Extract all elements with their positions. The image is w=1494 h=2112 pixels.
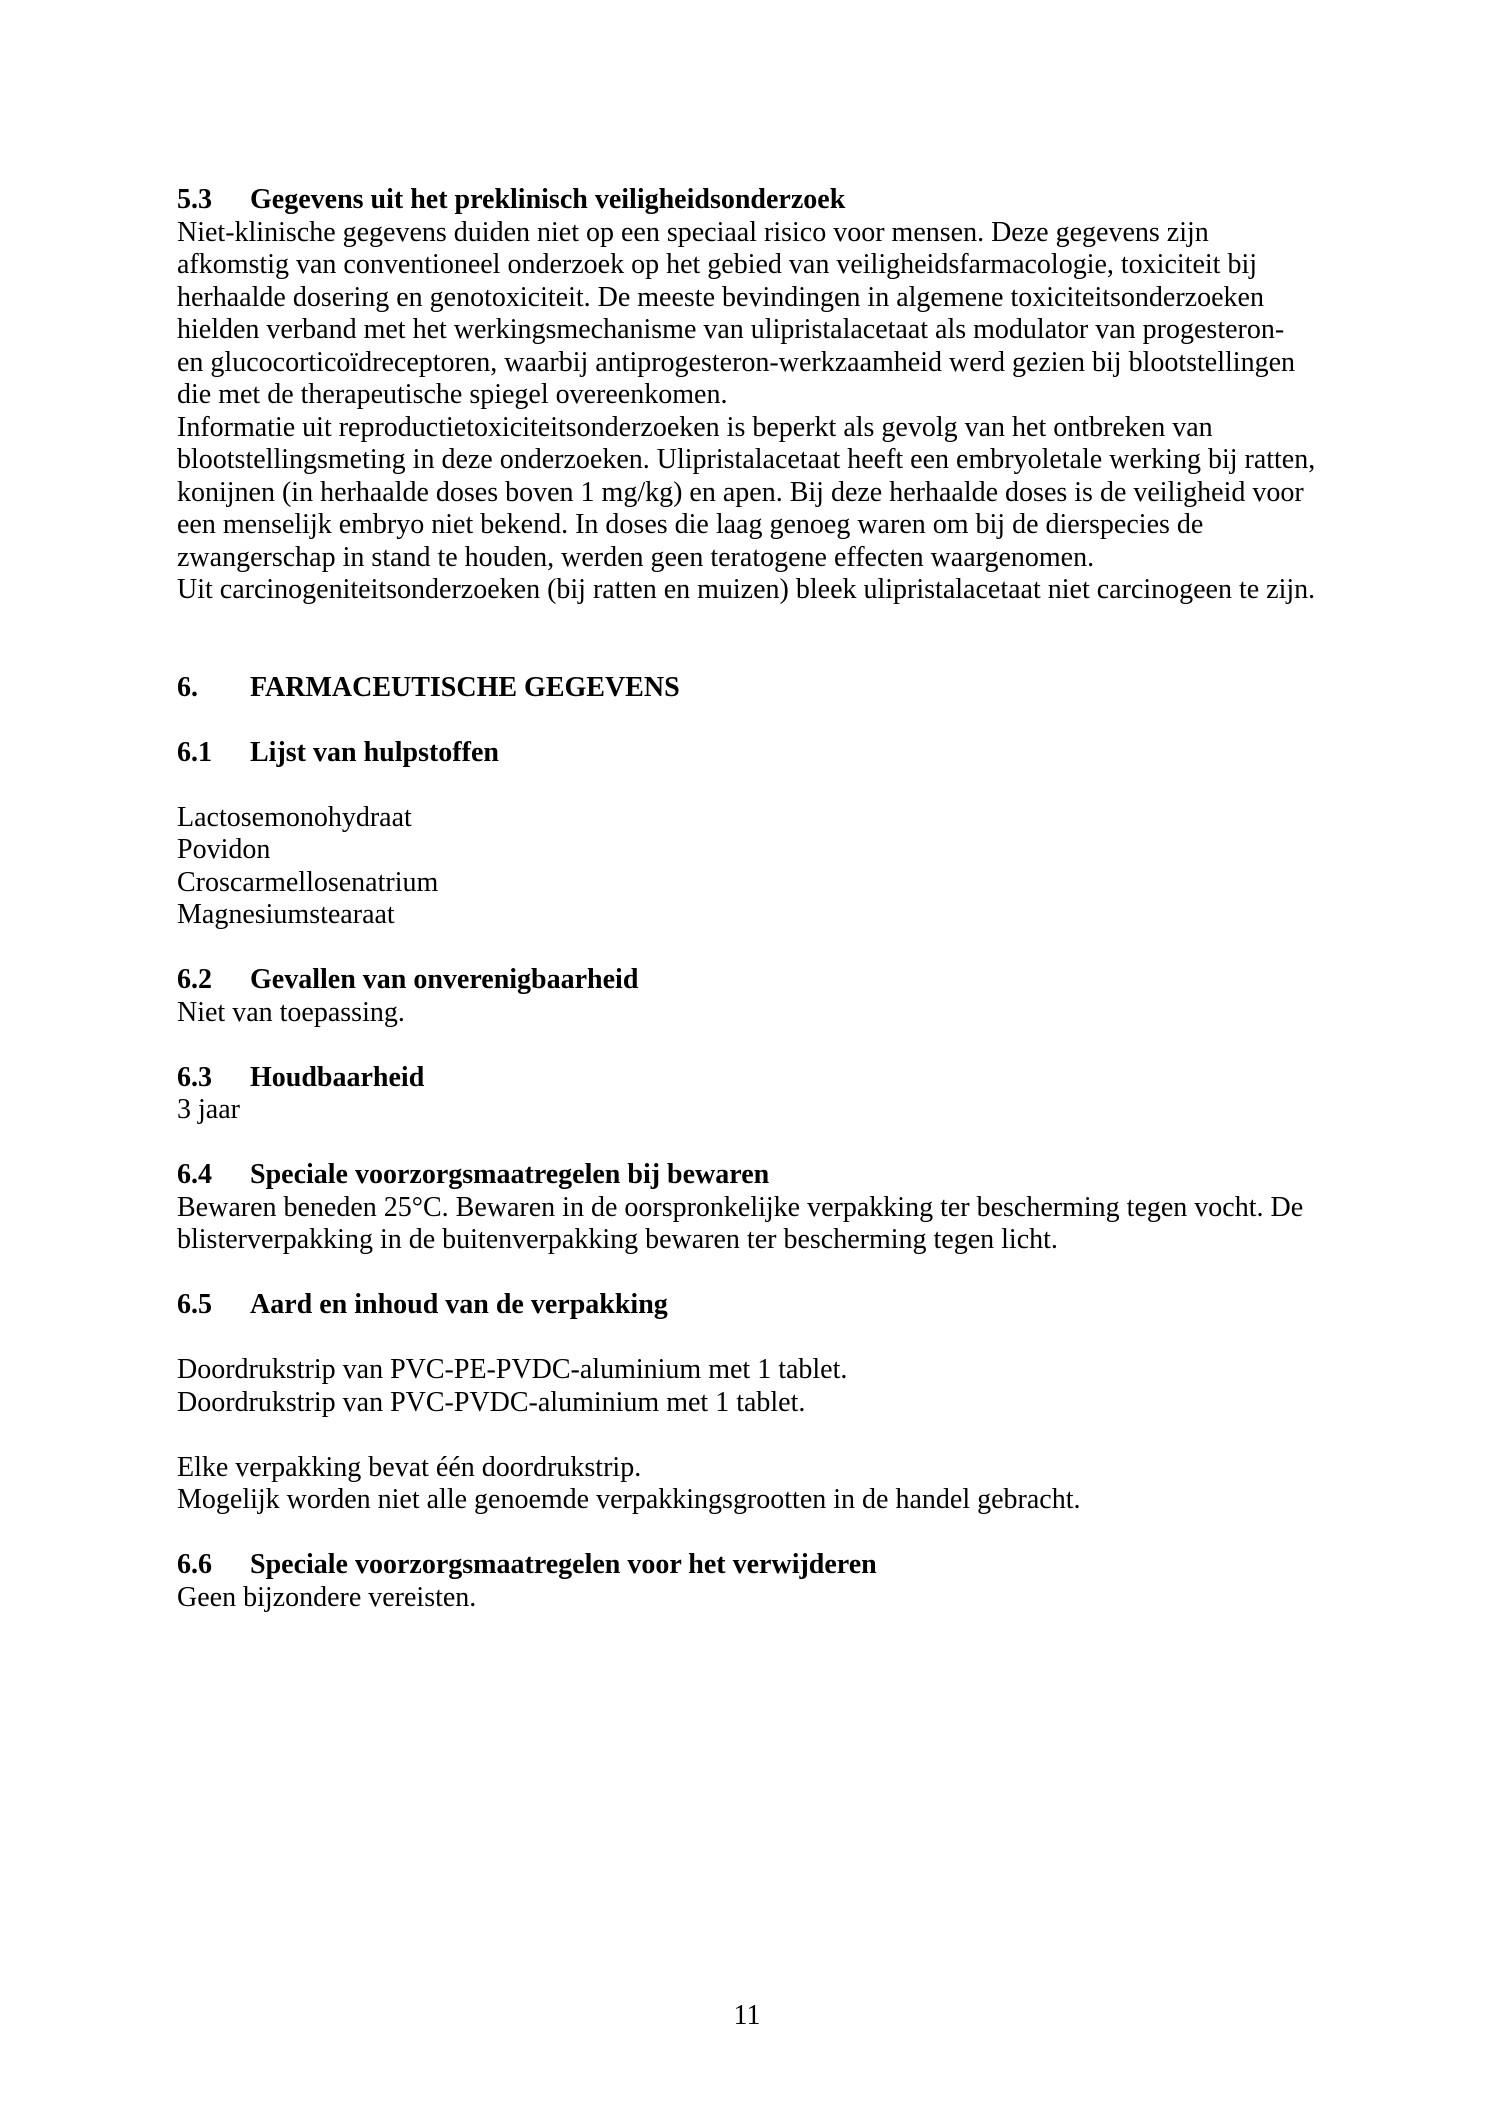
excipient-line: Lactosemonohydraat	[177, 801, 412, 833]
section-number: 6.2	[177, 964, 212, 995]
paragraph: Uit carcinogeniteitsonderzoeken (bij ratten en muizen) bleek ulipristalacetaat niet carcinogeen te zijn.	[177, 574, 1316, 605]
excipient-line: Povidon	[177, 834, 271, 865]
page-number: 11	[733, 2000, 761, 2031]
section-heading-6-2	[177, 964, 1317, 997]
pack-type-line: Doordrukstrip van PVC-PE-PVDC-aluminium met 1 tablet.	[177, 1354, 848, 1385]
section-title: Aard en inhoud van de verpakking	[250, 1289, 668, 1320]
section-heading-6-5	[177, 1289, 1317, 1322]
section-heading-6-3	[177, 1062, 1317, 1095]
section-number: 5.3	[177, 184, 212, 215]
page-footer	[0, 2000, 1494, 2033]
section-number: 6.3	[177, 1061, 212, 1093]
section-title: Lijst van hulpstoffen	[250, 736, 499, 768]
excipient-list	[177, 802, 1317, 932]
section-title: Gegevens uit het preklinisch veiligheidsonderzoek	[250, 184, 846, 215]
paragraph: Geen bijzondere vereisten.	[177, 1581, 477, 1613]
excipient-line: Croscarmellosenatrium	[177, 866, 439, 898]
pack-content-line: Elke verpakking bevat één doordrukstrip.	[177, 1451, 642, 1483]
paragraph: Niet van toepassing.	[177, 996, 405, 1028]
section-heading-6-1	[177, 737, 1317, 770]
section-title: Speciale voorzorgsmaatregelen voor het verwijderen	[250, 1549, 877, 1580]
paragraph: Informatie uit reproductietoxiciteitsonderzoeken is beperkt als gevolg van het ontbreken van blootstellingsmeting in deze onderzoeken. Ulipristalacetaat heeft een embryoletale werking bij ratten, konijnen (in herhaalde doses boven 1 mg/kg) en apen. Bij deze herhaalde doses is de veiligheid voor een menselijk embryo niet bekend. In doses die laag genoeg waren om bij de dierspecies de zwangerschap in stand te houden, werden geen teratogene effecten waargenomen.	[177, 411, 1316, 573]
section-number: 6.6	[177, 1549, 212, 1580]
pack-type-line: Doordrukstrip van PVC-PVDC-aluminium met 1 tablet.	[177, 1386, 806, 1418]
pack-type-lines	[177, 1354, 1317, 1419]
pack-content-lines	[177, 1452, 1317, 1517]
section-title: Gevallen van onverenigbaarheid	[250, 964, 639, 995]
section-number: 6.4	[177, 1159, 212, 1190]
section-heading-6-6	[177, 1549, 1317, 1582]
section-title: FARMACEUTISCHE GEGEVENS	[250, 671, 680, 703]
section-heading-6-4	[177, 1159, 1317, 1192]
section-number: 6.	[177, 671, 198, 703]
section-title: Speciale voorzorgsmaatregelen bij bewaren	[250, 1159, 770, 1190]
excipient-line: Magnesiumstearaat	[177, 899, 395, 930]
section-heading-5-3	[177, 184, 1317, 217]
section-title: Houdbaarheid	[250, 1061, 425, 1093]
section-heading-6	[177, 672, 1317, 705]
paragraph: Bewaren beneden 25°C. Bewaren in de oorspronkelijke verpakking ter bescherming tegen vocht. De blisterverpakking in de buitenverpakking bewaren ter bescherming tegen licht.	[177, 1191, 1304, 1255]
document-content	[177, 184, 1317, 1614]
section-number: 6.1	[177, 736, 212, 768]
section-number: 6.5	[177, 1289, 212, 1320]
paragraph: 3 jaar	[177, 1094, 240, 1125]
paragraph: Niet-klinische gegevens duiden niet op een speciaal risico voor mensen. Deze gegevens zijn afkomstig van conventioneel onderzoek op het gebied van veiligheidsfarmacologie, toxiciteit bij herhaalde dosering en genotoxiciteit. De meeste bevindingen in algemene toxiciteitsonderzoeken hielden verband met het werkingsmechanisme van ulipristalacetaat als modulator van progesteron- en glucocorticoïdreceptoren, waarbij antiprogesteron-werkzaamheid werd gezien bij blootstellingen die met de therapeutische spiegel overeenkomen.	[177, 216, 1296, 410]
pack-content-line: Mogelijk worden niet alle genoemde verpakkingsgrootten in de handel gebracht.	[177, 1484, 1081, 1515]
